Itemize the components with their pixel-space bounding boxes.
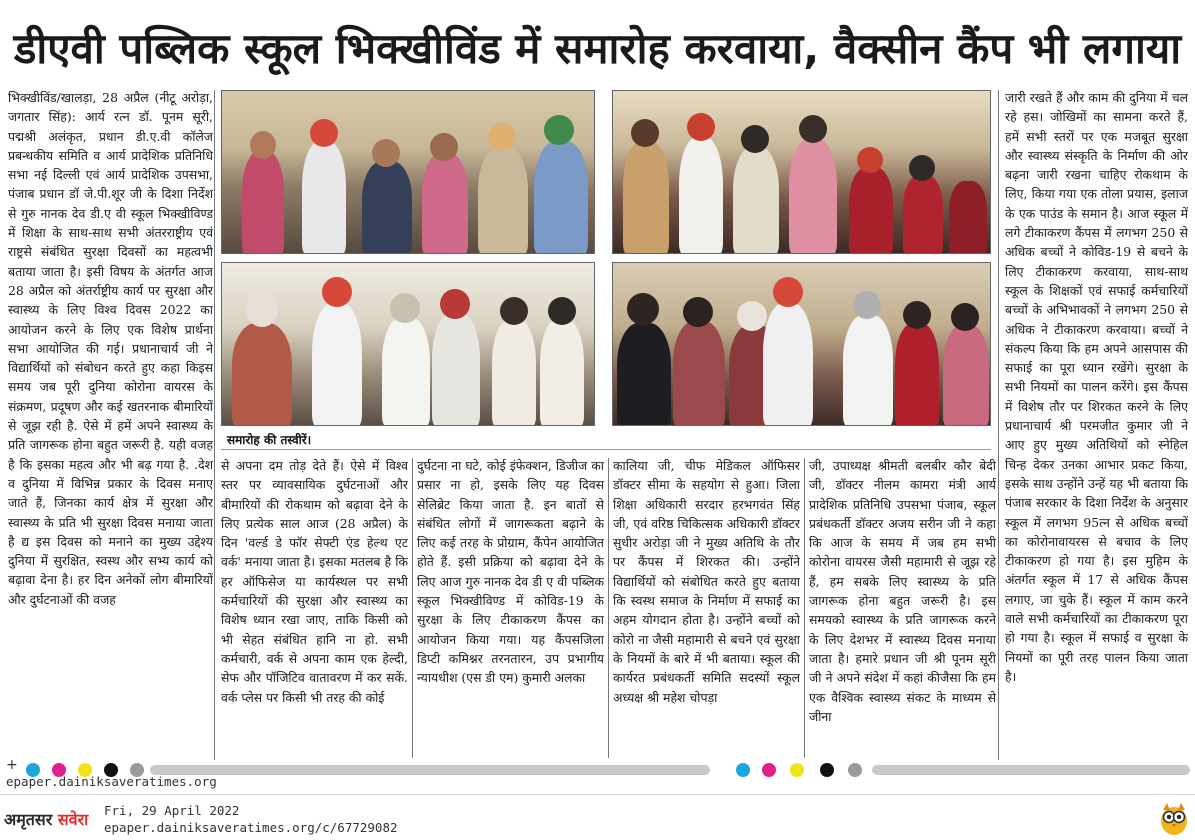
person-figure	[789, 139, 837, 254]
person-head	[310, 119, 338, 147]
event-photo-1[interactable]	[221, 90, 595, 254]
person-figure	[673, 321, 725, 426]
print-strip	[150, 765, 710, 775]
person-figure	[492, 319, 536, 426]
column-divider	[804, 458, 805, 758]
article-column-1	[221, 456, 408, 764]
cyan-registration-dot	[736, 763, 750, 777]
person-figure	[679, 137, 723, 254]
person-head	[683, 297, 713, 327]
article-link[interactable]: epaper.dainiksaveratimes.org/c/67729082	[104, 820, 398, 835]
registration-plus-mark: +	[6, 757, 18, 773]
event-photo-4[interactable]	[612, 262, 991, 426]
person-head	[631, 119, 659, 147]
person-figure	[540, 319, 584, 426]
yellow-registration-dot	[790, 763, 804, 777]
person-figure	[623, 141, 669, 254]
article-column-left	[8, 88, 213, 764]
person-head	[857, 147, 883, 173]
person-head	[488, 123, 516, 151]
column-divider	[998, 90, 999, 760]
person-figure	[733, 147, 779, 254]
person-figure	[422, 153, 468, 254]
epaper-url-top[interactable]: epaper.dainiksaveratimes.org	[6, 774, 217, 789]
person-head	[440, 289, 470, 319]
article-text: जारी रखते हैं और काम की दुनिया में चल रहे हस। जोखिमों का सामना करते हैं, हमें सभी स्तरों पर एक मजबूत सुरक्षा और स्वास्थ्य संस्कृति के निर्माण की ओर बढ़ना जारी रखना चाहिए रोकथाम के लिए, किया गया एक तोला प्रयास, इलाज के एक पाउंड के समान है। आज स्कूल में लगे टीकाकरण कैंपस में लगभग 250 से अधिक बच्चों ने कोविड-19 से बचने के लिए टीकाकरण करवाया, साथ-साथ स्कूल के शिक्षकों एवं सफाई कर्मचारियों बच्चों के अभिभावकों ने लगभग 250 से अधिक ने टीकाकरण करवाया। बच्चों ने संकल्प किया कि हम अपने आसपास की सफाई का पूरा ध्यान रखेंगे। सुरक्षा के सभी नियमों का पालन करेंगे। इस कैंपस में विशेष तौर पर शिरकत करने के लिए प्रधानाचार्य श्री परमजीत कुमार जी ने आए हुए मुख्य अतिथियों को स्नेहिल चिन्ह देकर उनका आभार प्रकट किया, इसके साथ उन्होंने उन्हें यह भी बताया कि पंजाब सरकार के दिशा निर्देश के अनुसार स्कूल में लगभग 95त्न से अधिक बच्चों का कोरोनावायरस से बचाव के लिए टीकाकरण हो गया है। इस मुहिम के अंतर्गत स्कूल में 17 से अधिक कैंपस लगाए, जा चुके हैं। स्कूल में काम करने वाले सभी कर्मचारियों का टीकाकरण पूरा हो गया है। स्कूल में सफाई व सुरक्षा के नियमों का पूरी तरह पालन किया जाता है।	[1005, 90, 1188, 684]
person-head	[909, 155, 935, 181]
person-head	[372, 139, 400, 167]
person-figure	[312, 303, 362, 426]
person-figure	[617, 323, 671, 426]
person-head	[390, 293, 420, 323]
person-figure	[943, 325, 989, 426]
person-figure	[849, 167, 893, 254]
article-text: भिक्खीविंड/खालड़ा, 28 अप्रैल (नीटू अरोड़ा, जगतार सिंह): आर्य रत्न डॉ. पूनम सूरी, पद्मश्री अलंकृत, प्रधान डी.ए.वी कॉलेज प्रबन्धकीय समिति व आर्य प्रादेशिक प्रतिनिधि सभा नई दिल्ली एवं आर्य प्रादेशिक उपसभा, पंजाब प्रधान डॉ जे.पी.शूर जी के दिशा निर्देश से गुरु नानक देव डी.ए वी स्कूल भिक्खीविण्ड में शिक्षा के साथ-साथ सभी अंतरराष्ट्रीय एवं राष्ट्रसे संबंधित सुरक्षा दिवसों का महत्वभी बताया जाता है। इसी विषय के अंतर्गत आज 28 अप्रैल को अंतर्राष्ट्रीय कार्य पर सुरक्षा और स्वास्थ्य के लिए विश्व दिवस 2022 का आयोजन करने के लिए एक विशेष प्रार्थना सभा आयोजित की गई। प्रधानाचार्य जी ने विद्यार्थियों को संबोधन करते हुए कहा किइस समय जब पूरी दुनिया कोरोना वायरस के संक्रमण, प्रदूषण और कई खतरनाक बीमारियों से जूझ रही है. ऐसे में हमें अपने स्वास्थ्य के प्रति जागरूक होना बहुत जरूरी है. यही वजह है कि इसका महत्व और भी बढ़ गया है. .देश व दुनिया में विभिन्न प्रकार के दिवस मनाए जाते हैं, जिनका कार्य क्षेत्र में सुरक्षा और स्वास्थ्य के प्रति भी सुरक्षा दिवस मनाया जाता है द्य इस दिवस को मनाने का मुख्य उद्देश्य दुनिया में सुरक्षित, स्वस्थ और सभ्य कार्य को बढ़ावा देना है। हर दिन अनेकों लोग बीमारियों और दुर्घटनाओं की वजह	[8, 90, 213, 607]
person-head	[741, 125, 769, 153]
edition-date: Fri, 29 April 2022	[104, 803, 240, 818]
headline: डीएवी पब्लिक स्कूल भिक्खीविंड में समारोह करवाया, वैक्सीन कैंप भी लगाया	[13, 24, 1182, 73]
person-head	[430, 133, 458, 161]
person-head	[951, 303, 979, 331]
column-divider	[214, 90, 215, 760]
column-divider	[608, 458, 609, 758]
person-head	[246, 293, 278, 327]
person-head	[500, 297, 528, 325]
person-head	[544, 115, 574, 145]
person-figure	[534, 141, 588, 254]
owl-icon[interactable]	[1158, 800, 1190, 836]
person-head	[322, 277, 352, 307]
article-column-3	[613, 456, 800, 764]
black-registration-dot	[820, 763, 834, 777]
photo-caption-bar	[221, 428, 991, 450]
newspaper-logo[interactable]	[4, 808, 88, 830]
brand-main: अमृतसर	[4, 810, 53, 829]
person-figure	[949, 181, 987, 254]
person-figure	[302, 141, 346, 254]
person-figure	[362, 161, 412, 254]
event-photo-3[interactable]	[221, 262, 595, 426]
event-photo-2[interactable]	[612, 90, 991, 254]
person-head	[799, 115, 827, 143]
article-column-2	[417, 456, 604, 764]
person-head	[250, 131, 276, 159]
article-text: से अपना दम तोड़ देते हैं। ऐसे में विश्व स्तर पर व्यावसायिक दुर्घटनाओं और बीमारियों की रोकथाम को बढ़ावा देने के लिए प्रत्येक साल आज (28 अप्रैल) के दिन 'वर्ल्ड डे फॉर सेफ्टी एंड हेल्थ एट वर्क' मनाया जाता है। इसका मतलब है कि हर ऑफिसेज या कार्यस्थल पर सभी कर्मचारियों की सुरक्षा और स्वास्थ्य का विशेष ध्यान रखा जाए, ताकि किसी को भी सेहत संबंधित हानि ना हो. सभी कर्मचारी, वर्क से अपना काम एक हेल्दी, सेफ और पॉजिटिव वातावरण में कर सकें. वर्क प्लेस पर किसी भी तरह की कोई	[221, 458, 408, 705]
column-divider	[412, 458, 413, 758]
article-text: कालिया जी, चीफ मेडिकल ऑफिसर डॉक्टर सीमा के सहयोग से हुआ। जिला शिक्षा अधिकारी सरदार हरभगवंत सिंह जी, एवं वरिष्ठ चिकित्सक अधिकारी डॉक्टर सुधीर अरोड़ा जी ने मुख्य अतिथि के तौर पर कैंपस में शिरकत की। उन्होंने विद्यार्थियों को संबोधित करते हुए बताया कि स्वस्थ समाज के निर्माण में सफाई का अहम योगदान होता है। उन्होंने बच्चों को कोरो ना जैसी महामारी से बचने एवं सुरक्षा के नियमों के बारे में भी बताया। स्कूल की कार्यरत प्रबंधकर्ती समिति सदस्यों स्कूल अध्यक्ष श्री महेश चोपड़ा	[613, 458, 800, 705]
person-head	[548, 297, 576, 325]
person-figure	[432, 313, 480, 426]
person-figure	[382, 317, 430, 426]
person-head	[773, 277, 803, 307]
article-text: जी, उपाध्यक्ष श्रीमती बलबीर कौर बेदी जी, डॉक्टर नीलम कामरा मंत्री आर्य प्रादेशिक प्रतिनिधि उपसभा पंजाब, स्कूल प्रबंधकर्ती डॉक्टर अजय सरीन जी ने कहा कि आज के समय में जब हम सभी कोरोना वायरस जैसी महामारी से जूझ रहे हैं, हम सबके लिए स्वास्थ्य के प्रति जागरूक होना बहुत जरूरी है। इस समयको स्वास्थ्य के प्रति जागरूक करने के लिए देशभर में स्वास्थ्य दिवस मनाया जाता है। हमारे प्रधान जी श्री पूनम सूरी जी ने अपने संदेश में कहां कीजैसा कि हम एक वैश्विक स्वास्थ्य संकट के माध्यम से जीना	[809, 458, 996, 724]
article-column-right	[1005, 88, 1188, 764]
person-head	[903, 301, 931, 329]
article-column-4	[809, 456, 996, 764]
brand-accent: सवेरा	[57, 810, 89, 829]
person-figure	[242, 151, 284, 254]
person-head	[627, 293, 659, 325]
person-figure	[903, 175, 943, 254]
article-text: दुर्घटना ना घटे, कोई इंफेक्शन, डिजीज का प्रसार ना हो, इसके लिए यह दिवस सेलिब्रेट किया जाता है. इन बातों से संबंधित लोगों में जागरूकता बढ़ाने के लिए कई तरह के प्रोग्राम, कैंपेन आयोजित होते हैं. इसी प्रक्रिया को बढ़ावा देने के लिए आज गुरु नानक देव डी ए वी पब्लिक स्कूल भिक्खीविण्ड में कोविड-19 के सुरक्षा के लिए टीकाकरण कैंपस का आयोजन किया गया। यह कैंपसजिला डिप्टी कमिश्नर तरनतारन, उप प्रभागीय न्यायधीश (एस डी एम) कुमारी अलका	[417, 458, 604, 686]
print-strip	[872, 765, 1190, 775]
person-head	[737, 301, 767, 331]
person-figure	[843, 315, 893, 426]
photo-caption: समारोह की तस्वीरें।	[227, 433, 312, 447]
gray-registration-dot	[848, 763, 862, 777]
person-figure	[895, 323, 939, 426]
person-figure	[232, 323, 292, 426]
person-head	[687, 113, 715, 141]
person-figure	[478, 147, 528, 254]
person-figure	[763, 303, 813, 426]
magenta-registration-dot	[762, 763, 776, 777]
person-head	[853, 291, 881, 319]
